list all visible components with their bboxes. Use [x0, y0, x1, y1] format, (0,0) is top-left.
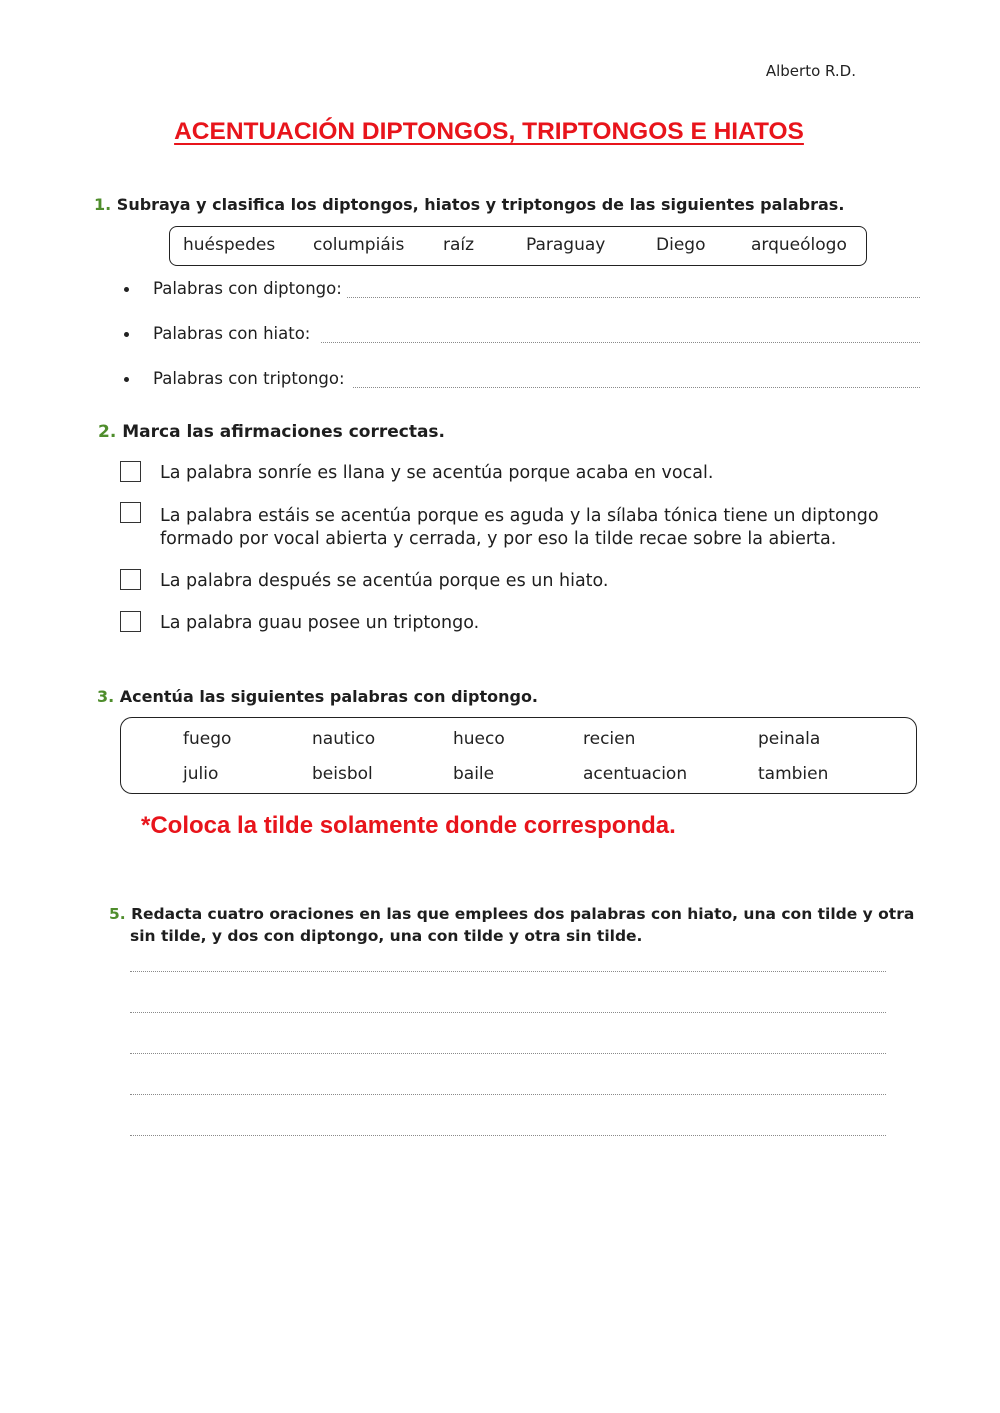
word-item[interactable]: acentuacion — [583, 764, 688, 784]
exercise-3-word-box — [120, 717, 917, 794]
statement-3 — [160, 570, 609, 593]
exercise-1-instruction: Subraya y clasifica los diptongos, hiatos y triptongos de las siguientes palabras. — [116, 195, 845, 214]
statement-2-checkbox[interactable] — [120, 502, 141, 523]
statement-1-line: La palabra sonríe es llana y se acentúa porque acaba en vocal. — [160, 463, 714, 483]
exercise-5-instruction-line-2: sin tilde, y dos con diptongo, una con tilde y otra sin tilde. — [130, 927, 643, 945]
hiato-answer-line[interactable] — [321, 342, 920, 343]
statement-4-checkbox[interactable] — [120, 611, 141, 632]
worksheet-title: ACENTUACIÓN DIPTONGOS, TRIPTONGOS E HIATOS — [174, 118, 804, 145]
word-item: arqueólogo — [751, 235, 847, 255]
hiato-label: Palabras con hiato: — [153, 324, 311, 343]
diptongo-label: Palabras con diptongo: — [153, 279, 342, 298]
sentence-answer-line[interactable] — [130, 971, 886, 972]
exercise-2-instruction: Marca las afirmaciones correctas. — [122, 422, 445, 442]
triptongo-label: Palabras con triptongo: — [153, 369, 345, 388]
word-item: Paraguay — [526, 235, 606, 255]
bullet — [124, 287, 129, 292]
sentence-answer-line[interactable] — [130, 1012, 886, 1013]
word-item[interactable]: recien — [583, 729, 636, 749]
statement-2 — [160, 505, 879, 551]
sentence-answer-line[interactable] — [130, 1135, 886, 1136]
exercise-1-word-box — [169, 226, 867, 266]
sentence-answer-line[interactable] — [130, 1053, 886, 1054]
word-item: columpiáis — [313, 235, 405, 255]
word-item: huéspedes — [183, 235, 276, 255]
statement-4-line: La palabra guau posee un triptongo. — [160, 613, 480, 633]
bullet — [124, 332, 129, 337]
diptongo-answer-line[interactable] — [347, 297, 920, 298]
exercise-1-heading — [94, 195, 844, 214]
word-item[interactable]: tambien — [758, 764, 829, 784]
triptongo-answer-line[interactable] — [353, 387, 920, 388]
statement-1 — [160, 462, 713, 485]
statement-3-checkbox[interactable] — [120, 569, 141, 590]
tilde-note: *Coloca la tilde solamente donde corresponda. — [141, 812, 676, 839]
exercise-3-number: 3. — [97, 687, 115, 706]
statement-2-line-2: formado por vocal abierta y cerrada, y por eso la tilde recae sobre la abierta. — [160, 529, 837, 549]
statement-1-checkbox[interactable] — [120, 461, 141, 482]
exercise-3-instruction: Acentúa las siguientes palabras con diptongo. — [119, 687, 539, 706]
word-item[interactable]: beisbol — [312, 764, 373, 784]
exercise-5-heading — [109, 903, 914, 947]
word-item[interactable]: hueco — [453, 729, 505, 749]
exercise-5-number: 5. — [109, 905, 126, 923]
exercise-5-instruction-line-1: Redacta cuatro oraciones en las que emplees dos palabras con hiato, una con tilde y otra — [131, 905, 915, 923]
exercise-2-heading — [98, 422, 445, 442]
sentence-answer-line[interactable] — [130, 1094, 886, 1095]
statement-4 — [160, 612, 479, 635]
exercise-1-number: 1. — [94, 195, 112, 214]
statement-3-line: La palabra después se acentúa porque es un hiato. — [160, 571, 609, 591]
word-item[interactable]: julio — [183, 764, 219, 784]
bullet — [124, 377, 129, 382]
word-item[interactable]: nautico — [312, 729, 376, 749]
word-item: Diego — [656, 235, 706, 255]
author-name: Alberto R.D. — [765, 62, 856, 80]
word-item[interactable]: baile — [453, 764, 495, 784]
exercise-2-number: 2. — [98, 422, 117, 442]
word-item[interactable]: peinala — [758, 729, 821, 749]
statement-2-line-1: La palabra estáis se acentúa porque es aguda y la sílaba tónica tiene un diptongo — [160, 506, 879, 526]
exercise-3-heading — [97, 687, 538, 706]
word-item: raíz — [443, 235, 475, 255]
word-item[interactable]: fuego — [183, 729, 232, 749]
